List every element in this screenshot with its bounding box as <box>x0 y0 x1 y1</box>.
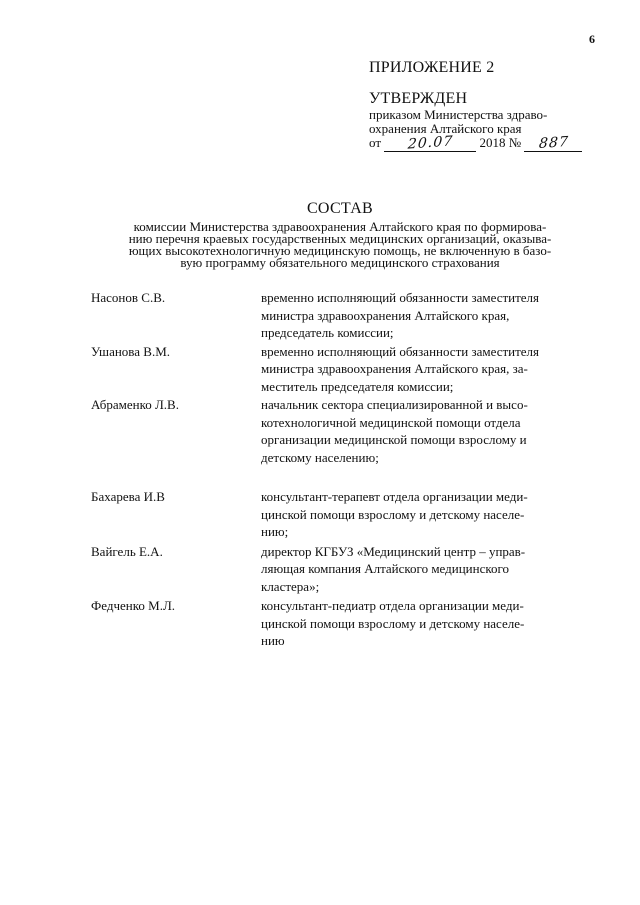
date-prefix: от <box>369 135 382 150</box>
role-line: начальник сектора специализированной и высо- <box>261 397 528 412</box>
number-blank <box>524 135 582 152</box>
role-line: кластера»; <box>261 578 320 594</box>
handwritten-number: 887 <box>537 133 569 153</box>
role-line: консультант-педиатр отдела организации меди- <box>261 598 524 613</box>
role-line: котехнологичной медицинской помощи отдела <box>261 414 521 430</box>
member-name: Федченко М.Л. <box>91 598 176 613</box>
member-role <box>261 289 591 342</box>
member-name: Абраменко Л.В. <box>91 397 179 412</box>
approved-label: УТВЕРЖДЕН <box>369 90 468 107</box>
role-line: министра здравоохранения Алтайского края, за- <box>261 361 528 376</box>
member-name: Вайгель Е.А. <box>91 543 163 559</box>
member-role <box>261 396 591 466</box>
page-number: 6 <box>589 32 595 46</box>
subtitle-line: ющих высокотехнологичную медицинскую помощь, не включенную в базо- <box>128 243 552 258</box>
subtitle-line: вую программу обязательного медицинского страхования <box>180 255 500 270</box>
member-row <box>91 396 591 466</box>
member-row <box>91 488 591 541</box>
handwritten-date: 20.07 <box>406 133 454 153</box>
composition-subtitle <box>90 221 590 269</box>
member-role <box>261 488 591 541</box>
member-role <box>261 543 591 596</box>
role-line: меститель председателя комиссии; <box>261 378 454 394</box>
member-row <box>91 543 591 596</box>
role-line: ляющая компания Алтайского медицинского <box>261 561 510 576</box>
role-line: директор КГБУЗ «Медицинский центр – управ- <box>261 543 526 559</box>
order-line-1: приказом Министерства здраво- <box>369 107 548 122</box>
date-blank <box>384 135 476 152</box>
order-line-2: охранения Алтайского края <box>369 120 522 136</box>
member-role <box>261 597 591 650</box>
role-line: цинской помощи взрослому и детскому населе- <box>261 506 525 522</box>
member-row <box>91 289 591 342</box>
member-role <box>261 343 591 396</box>
subtitle-line: комиссии Министерства здравоохранения Алтайского края по формирова- <box>133 219 547 234</box>
member-name: Ушанова В.М. <box>91 343 171 359</box>
member-name: Бахарева И.В <box>91 489 165 504</box>
role-line: министра здравоохранения Алтайского края, <box>261 307 510 323</box>
role-line: председатель комиссии; <box>261 325 394 340</box>
appendix-title: ПРИЛОЖЕНИЕ 2 <box>369 59 495 76</box>
member-name: Насонов С.В. <box>91 290 166 305</box>
role-line: нию <box>261 633 285 648</box>
year-number-label: 2018 № <box>479 135 522 150</box>
role-line: временно исполняющий обязанности заместителя <box>261 343 540 359</box>
role-line: организации медицинской помощи взрослому и <box>261 432 527 447</box>
order-date-line <box>369 135 609 152</box>
member-row <box>91 343 591 396</box>
role-line: временно исполняющий обязанности заместителя <box>261 290 540 305</box>
role-line: нию; <box>261 524 289 539</box>
role-line: цинской помощи взрослому и детскому населе- <box>261 615 525 631</box>
subtitle-line: нию перечня краевых государственных медицинских организаций, оказыва- <box>128 231 552 246</box>
composition-header <box>90 200 590 269</box>
composition-title: СОСТАВ <box>306 200 374 217</box>
member-row <box>91 597 591 650</box>
approval-block <box>369 58 609 152</box>
members-list <box>91 289 591 650</box>
role-line: консультант-терапевт отдела организации меди- <box>261 489 528 504</box>
role-line: детскому населению; <box>261 449 379 465</box>
